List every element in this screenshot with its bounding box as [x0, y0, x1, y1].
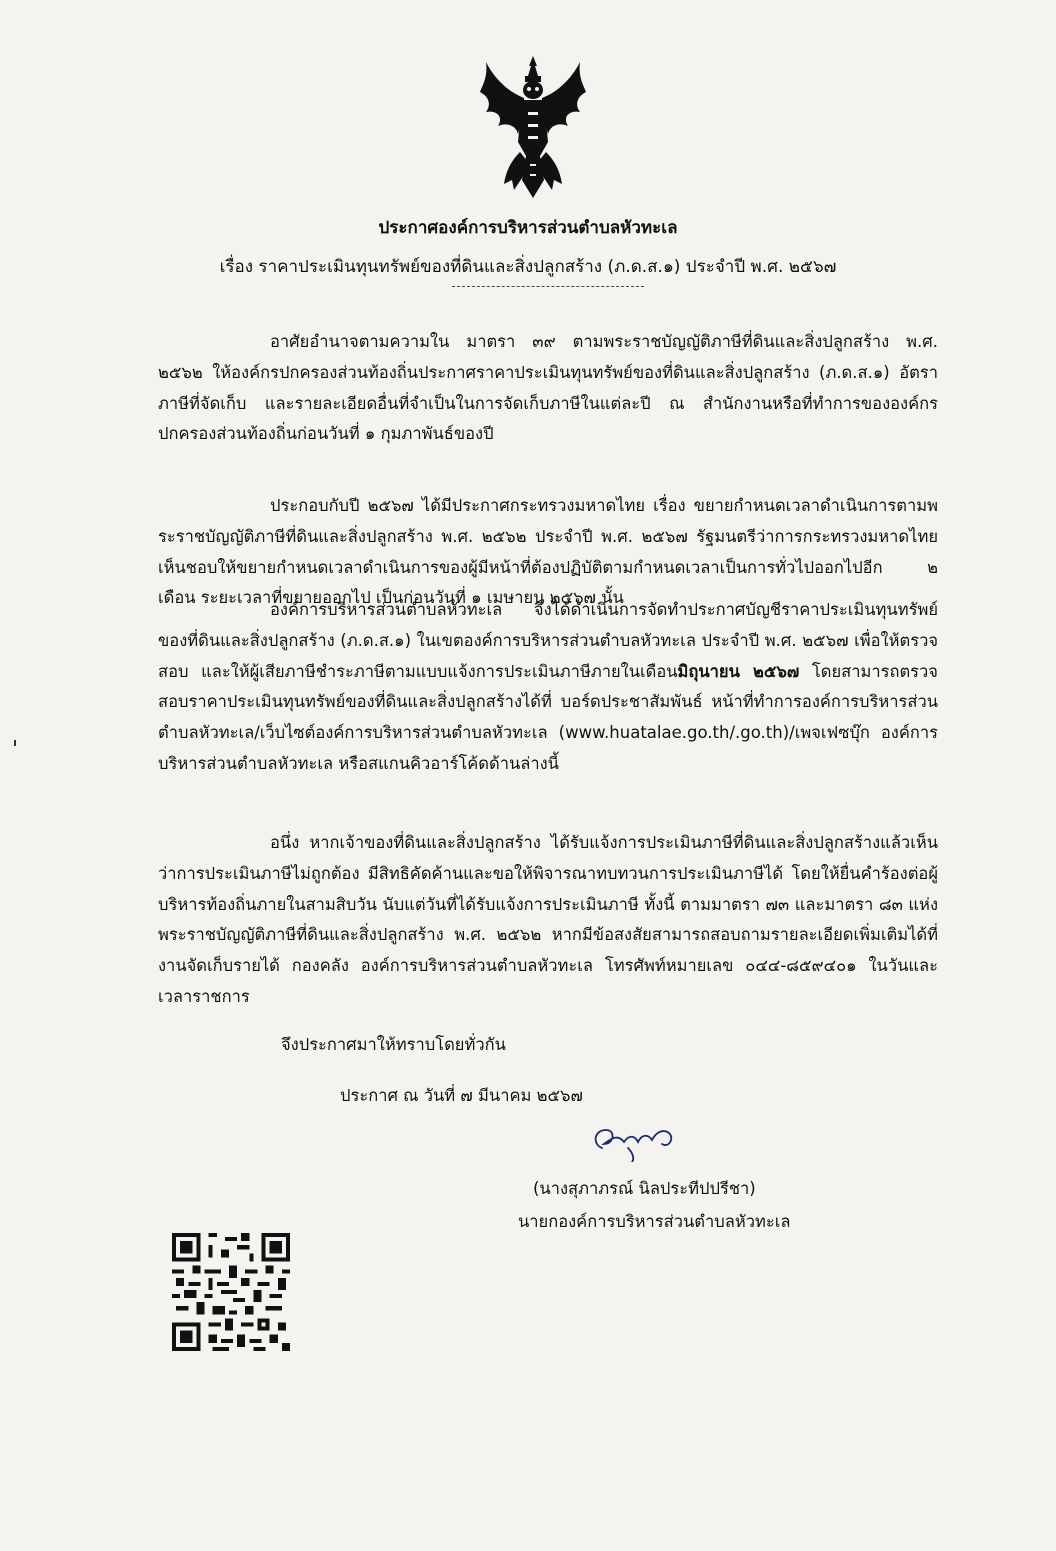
- paragraph-authority: อาศัยอำนาจตามความใน มาตรา ๓๙ ตามพระราชบัญญัติภาษีที่ดินและสิ่งปลูกสร้าง พ.ศ. ๒๕๖๒ ให้องค์กรปกครองส่วนท้องถิ่นประกาศราคาประเมินทุนทรัพย์ของที่ดินและสิ่งปลูกสร้าง (ภ.ด.ส.๑) อัตราภาษีที่จัดเก็บ และรายละเอียดอื่นที่จำเป็นในการจัดเก็บภาษีในแต่ละปี ณ สำนักงานหรือที่ทำการขององค์กรปกครองส่วนท้องถิ่นก่อนวันที่ ๑ กุมภาพันธ์ของปี: [158, 332, 938, 444]
- garuda-emblem-icon: [478, 52, 588, 200]
- signer-title: นายกองค์การบริหารส่วนตำบลหัวทะเล: [518, 1212, 791, 1231]
- announcement-subject: เรื่อง ราคาประเมินทุนทรัพย์ของที่ดินและสิ่งปลูกสร้าง (ภ.ด.ส.๑) ประจำปี พ.ศ. ๒๕๖๗: [219, 257, 837, 277]
- assessment-text-b: โดยสามารถตรวจสอบราคาประเมินทุนทรัพย์ของที่ดินและสิ่งปลูกสร้างได้ที่ บอร์ดประชาสัมพันธ์ หน้าที่ทำการองค์การบริหารส่วนตำบลหัวทะเล/เว็บไซต์องค์การบริหารส่วนตำบลหัวทะเล (www.huatalae.go.th/.go.th)/เพจเฟซบุ๊ก องค์การบริหารส่วนตำบลหัวทะเล หรือสแกนคิวอาร์โค้ดด้านล่างนี้: [158, 661, 938, 773]
- paragraph-assessment: [158, 595, 938, 780]
- assessment-text-a: องค์การบริหารส่วนตำบลหัวทะเล จึงได้ดำเนินการจัดทำประกาศบัญชีราคาประเมินทุนทรัพย์ของที่ดินและสิ่งปลูกสร้าง (ภ.ด.ส.๑) ในเขตองค์การบริหารส่วนตำบลหัวทะเล ประจำปี พ.ศ. ๒๕๖๗ เพื่อให้ตรวจสอบ และให้ผู้เสียภาษีชำระภาษีตามแบบแจ้งการประเมินภาษีภายในเดือน: [158, 600, 938, 681]
- scan-speck: [14, 740, 16, 746]
- signer-name: (นางสุภาภรณ์ นิลประทีปปรีชา): [533, 1179, 756, 1198]
- handwritten-signature: [588, 1118, 684, 1162]
- dashed-divider: [452, 286, 644, 287]
- announcement-title: ประกาศองค์การบริหารส่วนตำบลหัวทะเล: [378, 218, 678, 238]
- paragraph-objection: อนึ่ง หากเจ้าของที่ดินและสิ่งปลูกสร้าง ได้รับแจ้งการประเมินภาษีที่ดินและสิ่งปลูกสร้างแล้วเห็นว่าการประเมินภาษีไม่ถูกต้อง มีสิทธิคัดค้านและขอให้พิจารณาทบทวนการประเมินภาษีได้ โดยให้ยื่นคำร้องต่อผู้บริหารท้องถิ่นภายในสามสิบวัน นับแต่วันที่ได้รับแจ้งการประเมินภาษี ทั้งนี้ ตามมาตรา ๗๓ และมาตรา ๘๓ แห่งพระราชบัญญัติภาษีที่ดินและสิ่งปลูกสร้าง พ.ศ. ๒๕๖๒ หากมีข้อสงสัยสามารถสอบถามรายละเอียดเพิ่มเติมได้ที่ งานจัดเก็บรายได้ กองคลัง องค์การบริหารส่วนตำบลหัวทะเล โทรศัพท์หมายเลข ๐๔๔-๘๕๙๔๐๑ ในวันและเวลาราชการ: [158, 833, 938, 1006]
- payment-month: มิถุนายน ๒๕๖๗: [677, 661, 800, 681]
- qr-code[interactable]: [172, 1232, 290, 1352]
- paragraph-extension: ประกอบกับปี ๒๕๖๗ ได้มีประกาศกระทรวงมหาดไทย เรื่อง ขยายกำหนดเวลาดำเนินการตามพระราชบัญญัติภาษีที่ดินและสิ่งปลูกสร้าง พ.ศ. ๒๕๖๒ ประจำปี พ.ศ. ๒๕๖๗ รัฐมนตรีว่าการกระทรวงมหาดไทย เห็นชอบให้ขยายกำหนดเวลาดำเนินการของผู้มีหน้าที่ต้องปฏิบัติตามกำหนดเวลาเป็นการทั่วไปออกไปอีก ๒ เดือน ระยะเวลาที่ขยายออกไป เป็นก่อนวันที่ ๑ เมษายน ๒๕๖๗ นั้น: [158, 496, 938, 608]
- closing-line: จึงประกาศมาให้ทราบโดยทั่วกัน: [281, 1035, 506, 1054]
- announcement-date: ประกาศ ณ วันที่ ๗ มีนาคม ๒๕๖๗: [340, 1086, 583, 1105]
